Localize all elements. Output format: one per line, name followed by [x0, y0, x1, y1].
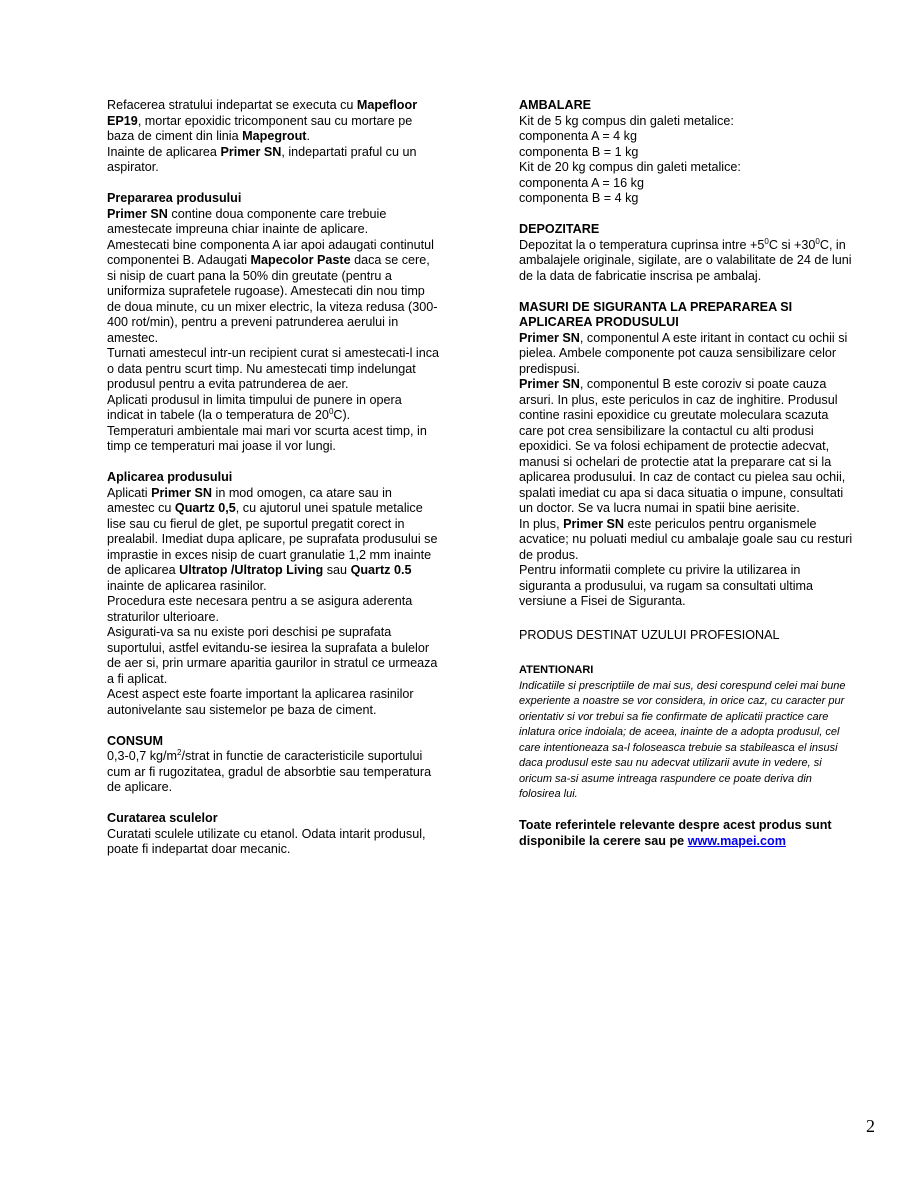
text-line: Temperaturi ambientale mai mari vor scurta acest timp, in: [107, 423, 427, 438]
section-heading: AMBALARE: [519, 98, 592, 112]
text-line: siguranta a produsului, va rugam sa consultati ultima: [519, 578, 814, 593]
text-line: Amestecati bine componenta A iar apoi adaugati continutul: [107, 237, 434, 252]
text-line: Curatati sculele utilizate cu etanol. Odata intarit produsul,: [107, 826, 426, 841]
text-line: daca produsul este sau nu adecvat utilizarii avute in vedere, si: [519, 757, 822, 769]
text-line: Depozitat la o temperatura cuprinsa intre $+5^0C$ si $+30^0C$, in: [519, 236, 846, 252]
text-line: componenta B = 1 kg: [519, 144, 639, 159]
text-line: a fi aplicat.: [107, 671, 168, 686]
text-line: care pot crea sensibilizare la contactul cu alti produsi: [519, 423, 814, 438]
text-line: Inainte de aplicarea Primer SN, indepartati praful cu un: [107, 144, 417, 159]
text-line: Turnati amestecul intr-un recipient curat si amestecati-l inca: [107, 346, 440, 360]
text-line: In plus, Primer SN este periculos pentru organismele: [519, 516, 817, 531]
section-heading: ATENTIONARI: [519, 664, 594, 676]
text-line: inlatura orice indoiala; de aceea, inainte de a adopta produsul, cel: [519, 726, 840, 738]
professional-use-notice: PRODUS DESTINAT UZULUI PROFESIONAL: [519, 628, 780, 642]
text-line: amestec cu Quartz 0,5, cu ajutorul unei spatule metalice: [107, 501, 423, 515]
text-line: 0,3-0,7 $kg/m^2$/strat in functie de caracteristicile suportului: [107, 748, 423, 763]
text-line: versiune a Fisei de Siguranta.: [519, 594, 686, 608]
section-consum: [107, 734, 467, 796]
text-line: amestecate impreuna chiar inainte de aplicare.: [107, 222, 369, 236]
section-atentionari: [519, 663, 884, 803]
text-line: de produs.: [519, 547, 579, 562]
section-heading: Prepararea produsului: [107, 191, 242, 205]
text-line: Pentru informatii complete cu privire la utilizarea in: [519, 563, 801, 577]
text-line: spalati imediat cu apa si daca situatia o impune, consultati: [519, 485, 844, 500]
text-line: componenta B = 4 kg: [519, 191, 639, 205]
text-line: Primer SN, componentul A este iritant in contact cu ochii si: [519, 330, 848, 345]
text-line: componenta A = 4 kg: [519, 129, 637, 143]
section-heading: MASURI DE SIGURANTA LA PREPARAREA SI: [519, 299, 793, 314]
text-line: amestec.: [107, 330, 159, 345]
right-column: [519, 98, 884, 849]
text-line: componentei B. Adaugati Mapecolor Paste daca se cere,: [107, 253, 430, 267]
section-curatare: [107, 811, 467, 858]
text-line: straturilor ulterioare.: [107, 609, 219, 624]
text-line: uniformiza suprafetele rugoase). Amestecati din nou timp: [107, 284, 425, 298]
text-line: orientativ si vor trebui sa fie confirmate de aplicatii practice care: [519, 710, 829, 723]
text-line: oricum sa-si asume intreaga raspundere ce poate deriva din: [519, 772, 812, 785]
text-line: autonivelante sau sistemelor pe baza de ciment.: [107, 702, 377, 717]
text-line: Asigurati-va sa nu existe pori deschisi pe suprafata: [107, 625, 392, 639]
section-depozitare: [519, 222, 884, 284]
text-line: de aplicare.: [107, 780, 173, 794]
section-heading: Curatarea sculelor: [107, 811, 218, 825]
text-line: Refacerea stratului indepartat se executa cu Mapefloor: [107, 98, 418, 112]
text-line: Acest aspect este foarte important la aplicarea rasinilor: [107, 687, 414, 701]
text-line: prealabil. Imediat dupa aplicare, pe suprafata produsului se: [107, 532, 438, 546]
text-line: cum ar fi rugozitatea, gradul de absorbtie sau temperatura: [107, 764, 432, 779]
section-ambalare: [519, 98, 884, 207]
text-line: timp ce temperaturi mai joase il vor lungi.: [107, 439, 336, 453]
text-line: poate fi indepartat doar mecanic.: [107, 842, 291, 856]
text-line: experiente a noastre se vor considera, in orice caz, cu caracter pur: [519, 695, 845, 707]
text-line: 400 rot/min), pentru a preveni patrunderea aerului in: [107, 315, 399, 329]
text-line: Primer SN, componentul B este coroziv si poate cauza: [519, 377, 827, 391]
mapei-website-link[interactable]: www.mapei.com: [687, 833, 786, 848]
text-line: Aplicati Primer SN in mod omogen, ca atare sau in: [107, 485, 392, 500]
text-line: baza de ciment din linia Mapegrout.: [107, 129, 310, 143]
text-line: de la data de fabricatie inscrisa pe ambalaj.: [519, 268, 762, 283]
section-preparare: [107, 191, 467, 455]
text-line: arsuri. In plus, este periculos in caz de inghitire. Produsul: [519, 392, 838, 407]
text-line: Toate referintele relevante despre acest produs sunt: [519, 818, 832, 832]
section-heading: Aplicarea produsului: [107, 470, 233, 484]
text-line: si nisip de cuart pana la 50% din greutate (pentru a: [107, 268, 392, 283]
text-line: indicat in tabele (la o temperatura de $20^0C$).: [107, 407, 351, 422]
text-line: de aplicarea Ultratop /Ultratop Living sau Quartz 0.5: [107, 563, 412, 577]
text-line: Aplicati produsul in limita timpului de punere in opera: [107, 392, 402, 407]
text-line: ambalajele originale, sigilate, are o valabilitate de 24 de luni: [519, 253, 852, 267]
text-line: lise sau cu fierul de glet, pe suportul pregatit corect in: [107, 516, 405, 531]
text-line: imprastie in exces nisip de cuart granulatie 1,2 mm inainte: [107, 547, 432, 562]
section-heading: DEPOZITARE: [519, 222, 600, 236]
left-column: [107, 98, 467, 858]
text-line: o data pentru scurt timp. Nu amestecati timp indelungat: [107, 361, 416, 376]
section-heading: CONSUM: [107, 733, 163, 748]
text-line: pielea. Ambele componente pot cauza sensibilizare celor: [519, 346, 837, 360]
text-line: care intentioneaza sa-l foloseasca trebuie sa stabileasca el insusi: [519, 741, 838, 754]
text-line: de doua minute, cu un mixer electric, la viteza redusa (300-: [107, 299, 438, 314]
text-line: componenta A = 16 kg: [519, 175, 644, 190]
text-line: produsul pentru a evita patrunderea de aer.: [107, 377, 349, 391]
text-line: un doctor. Se va lucra numai in spatii bine aerisite.: [519, 501, 800, 515]
section-referinte: [519, 818, 884, 849]
text-line: folosirea lui.: [519, 788, 578, 800]
text-line: EP19, mortar epoxidic tricomponent sau cu mortare pe: [107, 113, 413, 128]
text-line: Procedura este necesara pentru a se asigura aderenta: [107, 594, 413, 608]
text-line: aspirator.: [107, 160, 159, 174]
text-line: acvatice; nu poluati mediul cu ambalaje goale sau cu resturi: [519, 532, 853, 546]
text-line: Kit de 5 kg compus din galeti metalice:: [519, 113, 734, 128]
section-aplicare: [107, 470, 467, 718]
text-line: manusi si ochelari de protectie atat la preparare cat si la: [519, 454, 832, 469]
intro-paragraph: [107, 98, 467, 176]
section-heading: APLICAREA PRODUSULUI: [519, 315, 679, 329]
text-line: aplicarea produsului. In caz de contact cu pielea sau ochii,: [519, 470, 846, 484]
text-line: predispusi.: [519, 361, 580, 376]
text-line: contine rasini epoxidice cu greutate moleculara scazuta: [519, 408, 829, 422]
section-masuri-siguranta: [519, 300, 884, 610]
text-line: suportului, astfel evitandu-se iesirea la suprafata a bulelor: [107, 640, 430, 655]
text-line: Indicatiile si prescriptiile de mai sus, desi corespund celei mai bune: [519, 679, 846, 692]
text-line: Kit de 20 kg compus din galeti metalice:: [519, 160, 741, 174]
text-line: disponibile la cerere sau pe www.mapei.com: [519, 833, 786, 848]
text-line: Primer SN contine doua componente care trebuie: [107, 206, 387, 221]
text-line: de aer si, prin urmare aparitia gaurilor in stratul ce urmeaza: [107, 656, 438, 670]
page-number: 2: [866, 1116, 875, 1136]
text-line: epoxidici. Se va folosi echipament de protectie adecvat,: [519, 439, 830, 453]
text-line: inainte de aplicarea rasinilor.: [107, 578, 267, 593]
